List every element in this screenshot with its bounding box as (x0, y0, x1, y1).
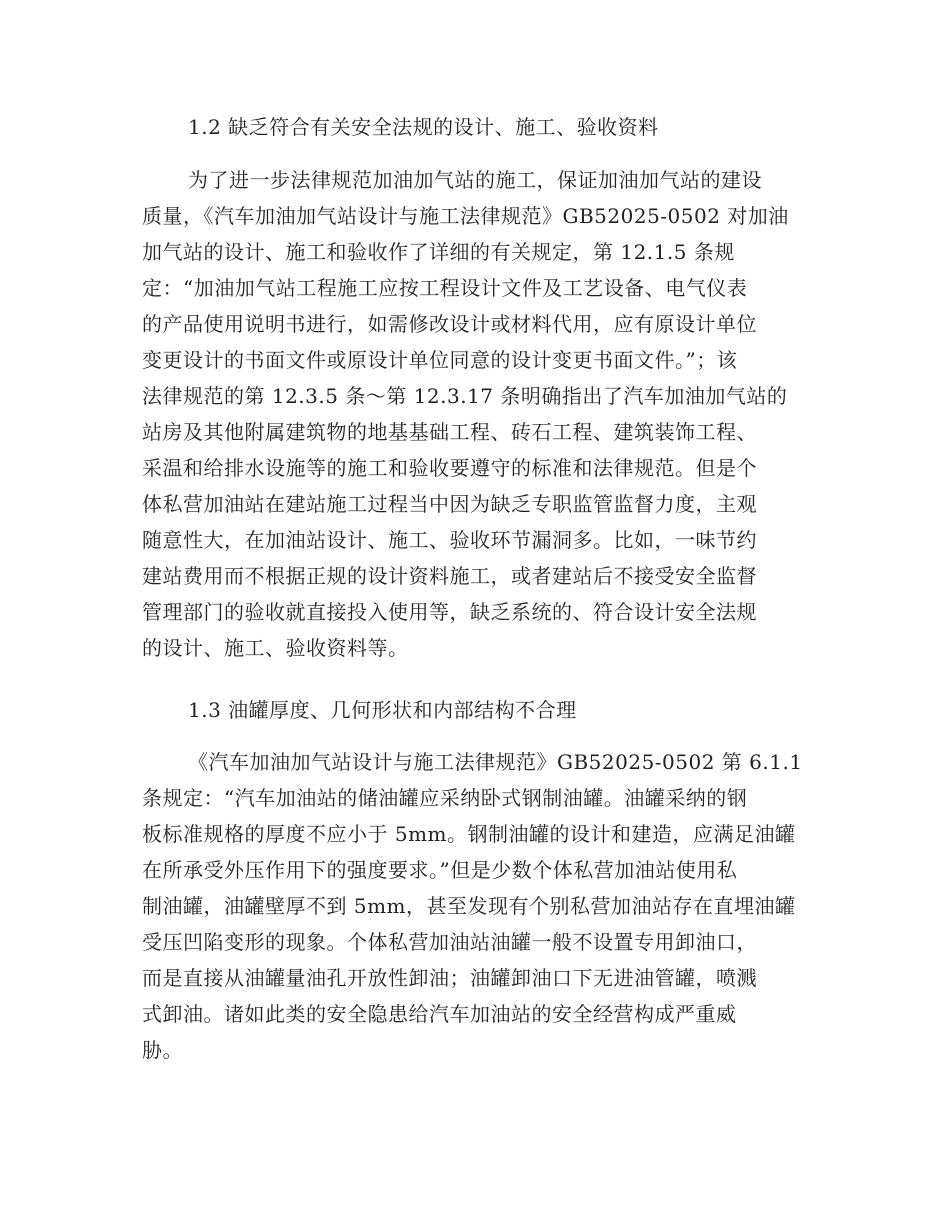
paragraph-line: 的产品使用说明书进行，如需修改设计或材料代用，应有原设计单位 (142, 312, 757, 336)
paragraph-line: 加气站的设计、施工和验收作了详细的有关规定，第 12.1.5 条规 (142, 240, 735, 264)
paragraph-line: 站房及其他附属建筑物的地基基础工程、砖石工程、建筑装饰工程、 (142, 420, 757, 444)
paragraph-line: 而是直接从油罐量油孔开放性卸油；油罐卸油口下无进油管罐，喷溅 (142, 966, 757, 990)
paragraph-line: 建站费用而不根据正规的设计资料施工，或者建站后不接受安全监督 (142, 564, 757, 588)
paragraph-line: 受压凹陷变形的现象。个体私营加油站油罐一般不设置专用卸油口， (142, 930, 757, 954)
paragraph-line: 制油罐，油罐壁厚不到 5mm，甚至发现有个别私营加油站存在直埋油罐 (142, 894, 796, 918)
section-heading: 1.3 油罐厚度、几何形状和内部结构不合理 (188, 698, 577, 722)
paragraph-line: 《汽车加油加气站设计与施工法律规范》GB52025-0502 第 6.1.1 (188, 750, 803, 774)
paragraph-line: 随意性大，在加油站设计、施工、验收环节漏洞多。比如，一味节约 (142, 528, 757, 552)
paragraph-line: 在所承受外压作用下的强度要求。”但是少数个体私营加油站使用私 (142, 858, 738, 882)
paragraph-line: 法律规范的第 12.3.5 条～第 12.3.17 条明确指出了汽车加油加气站的 (142, 384, 788, 408)
paragraph-line: 管理部门的验收就直接投入使用等，缺乏系统的、符合设计安全法规 (142, 600, 757, 624)
paragraph-line: 质量，《汽车加油加气站设计与施工法律规范》GB52025-0502 对加油 (142, 204, 789, 228)
section-heading: 1.2 缺乏符合有关安全法规的设计、施工、验收资料 (188, 115, 659, 139)
paragraph-line: 条规定：“汽车加油站的储油罐应采纳卧式钢制油罐。油罐采纳的钢 (142, 786, 748, 810)
paragraph-line: 胁。 (142, 1038, 183, 1062)
paragraph-line: 变更设计的书面文件或原设计单位同意的设计变更书面文件。”；该 (142, 348, 738, 372)
paragraph-line: 为了进一步法律规范加油加气站的施工，保证加油加气站的建设 (188, 168, 762, 192)
paragraph-line: 体私营加油站在建站施工过程当中因为缺乏专职监管监督力度，主观 (142, 492, 757, 516)
paragraph-line: 板标准规格的厚度不应小于 5mm。钢制油罐的设计和建造，应满足油罐 (142, 822, 796, 846)
paragraph-line: 采温和给排水设施等的施工和验收要遵守的标准和法律规范。但是个 (142, 456, 757, 480)
paragraph-line: 式卸油。诸如此类的安全隐患给汽车加油站的安全经营构成严重威 (142, 1002, 737, 1026)
paragraph-line: 定：“加油加气站工程施工应按工程设计文件及工艺设备、电气仪表 (142, 276, 748, 300)
paragraph-line: 的设计、施工、验收资料等。 (142, 636, 409, 660)
